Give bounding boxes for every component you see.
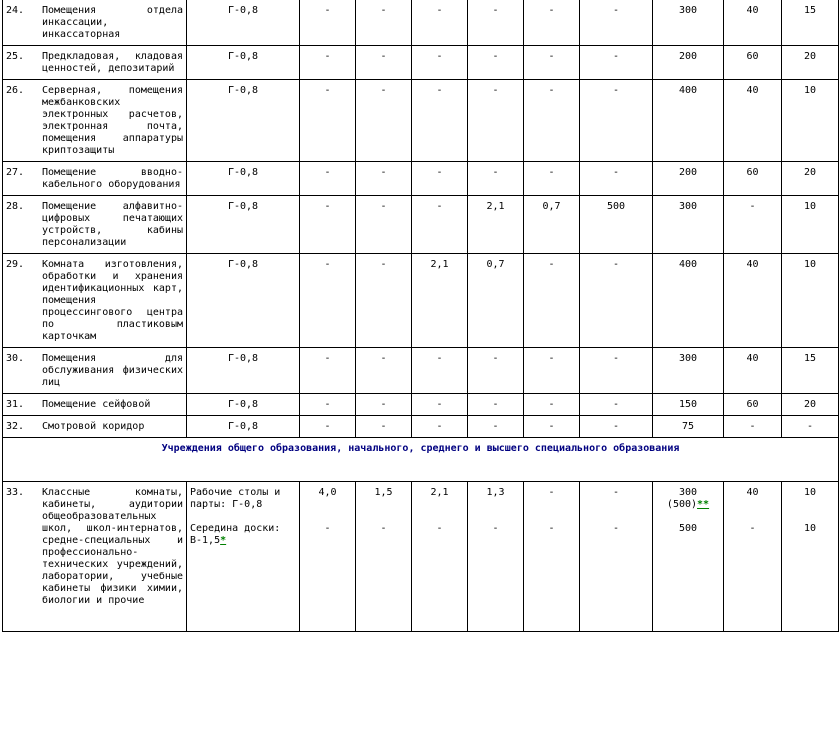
board-value: - [324,523,331,534]
value-cell: - [356,196,412,254]
value-cell: 60 [724,394,782,416]
value-cell: - [524,80,580,162]
value-cell: 300 [653,196,724,254]
value-cell: 2,1 [412,254,468,348]
work-surface-cell: Г-0,8 [187,416,300,438]
value-cell: 10 [782,80,839,162]
value-cell: - [412,416,468,438]
footnote-link[interactable]: ** [697,499,710,510]
value-cell: - [300,196,356,254]
value-cell: 10 [782,254,839,348]
board-value: - [380,523,387,534]
value-cell: - [580,0,653,46]
desk-value-note [656,499,720,511]
value-cell: - [412,196,468,254]
board-value: - [436,523,443,534]
room-name: Помещение алфавитно-цифровых печатающих устройств, кабины персонализации [42,201,183,248]
value-cell: 200 [653,46,724,80]
value-cell: - [580,162,653,196]
value-cell: - [300,46,356,80]
value-cell: - [356,162,412,196]
spacer [415,511,464,523]
footnote-link[interactable]: * [220,535,227,546]
room-name: Предкладовая, кладовая ценностей, депозитарий [42,51,183,74]
value-cell: 500 [580,196,653,254]
table-row [3,162,839,196]
value-cell: 2,1 [468,196,524,254]
value-cell: - [356,254,412,348]
value-cell: - [412,80,468,162]
value-cell: 300 [653,0,724,46]
desk-value: 1,3 [486,487,505,498]
table-row [3,46,839,80]
value-cell: - [300,416,356,438]
value-cell: 15 [782,0,839,46]
value-cell: - [412,46,468,80]
value-cell [300,482,356,632]
spacer [785,499,835,511]
value-cell: - [468,80,524,162]
room-name-cell [3,416,187,438]
desk-value: 4,0 [318,487,337,498]
section-title: Учреждения общего образования, начального, среднего и высшего специального образования [3,438,839,482]
value-cell: 10 [782,196,839,254]
spacer [359,499,408,511]
table-row [3,80,839,162]
work-surface-cell: Г-0,8 [187,394,300,416]
room-name: Помещение сейфовой [42,399,151,410]
value-cell: 40 [724,254,782,348]
row-number: 33. [6,487,25,498]
value-cell: - [300,254,356,348]
value-cell: - [300,394,356,416]
board-value: - [548,523,555,534]
table-row [3,482,839,632]
value-cell: - [524,46,580,80]
value-cell: - [524,0,580,46]
room-name: Помещение вводно-кабельного оборудования [42,167,183,190]
surface-board-text: Середина доски: В-1,5 [190,523,281,546]
row-number: 30. [6,353,25,364]
value-cell: - [580,80,653,162]
work-surface-cell: Г-0,8 [187,196,300,254]
board-value: - [749,523,756,534]
value-cell: 75 [653,416,724,438]
value-cell: 200 [653,162,724,196]
value-cell [580,482,653,632]
room-name: Комната изготовления, обработки и хранения идентификационных карт, помещения процессингового центра по пластиковым карточкам [42,259,183,342]
work-surface-cell [187,482,300,632]
value-cell: 40 [724,80,782,162]
value-cell: - [412,394,468,416]
room-name: Смотровой коридор [42,421,145,432]
value-cell: 60 [724,46,782,80]
value-cell: - [412,348,468,394]
room-name-cell [3,162,187,196]
value-cell: 400 [653,254,724,348]
value-cell: - [724,196,782,254]
value-cell: 40 [724,348,782,394]
spacer [190,511,296,523]
value-cell: - [580,394,653,416]
spacer [471,499,520,511]
spacer [359,511,408,523]
board-value: 10 [803,523,817,534]
value-cell: 60 [724,162,782,196]
room-name-cell [3,394,187,416]
value-cell [356,482,412,632]
spacer [656,511,720,523]
row-number: 26. [6,85,25,96]
spacer [583,499,649,511]
value-cell: - [580,46,653,80]
room-name: Помещения отдела инкассации, инкассаторная [42,5,183,40]
row-number: 28. [6,201,25,212]
spacer [415,499,464,511]
room-name-cell [3,46,187,80]
value-cell: 400 [653,80,724,162]
table-row [3,196,839,254]
room-name: Серверная, помещения межбанковских электронных расчетов, электронная почта, помещения аппаратуры криптозащиты [42,85,183,156]
desk-value: 40 [746,487,759,498]
room-name-cell [3,254,187,348]
row-number: 25. [6,51,25,62]
value-cell: - [468,348,524,394]
value-cell: - [412,0,468,46]
value-cell: - [300,80,356,162]
value-cell: - [580,416,653,438]
value-cell: 0,7 [524,196,580,254]
value-cell [524,482,580,632]
value-cell: - [782,416,839,438]
room-name-cell [3,0,187,46]
value-cell: - [300,348,356,394]
value-cell: - [468,162,524,196]
board-value: - [612,523,620,534]
spacer [527,499,576,511]
value-cell: - [524,348,580,394]
value-cell: - [356,0,412,46]
value-cell: - [468,394,524,416]
row-number: 32. [6,421,25,432]
value-cell [782,482,839,632]
value-cell [724,482,782,632]
surface-board [190,523,296,547]
value-cell: - [524,416,580,438]
row-number: 24. [6,5,25,16]
room-name: Помещения для обслуживания физических лиц [42,353,183,388]
work-surface-cell: Г-0,8 [187,254,300,348]
value-cell [468,482,524,632]
note-value: (500) [666,499,698,510]
value-cell: - [356,80,412,162]
desk-value: - [612,487,620,498]
work-surface-cell: Г-0,8 [187,0,300,46]
value-cell: - [580,348,653,394]
table-row [3,394,839,416]
value-cell: 300 [653,348,724,394]
board-value: 500 [678,523,698,534]
row-number: 27. [6,167,25,178]
board-value: - [492,523,499,534]
spacer [303,511,352,523]
value-cell: - [356,394,412,416]
spacer [471,511,520,523]
spacer [727,499,778,511]
desk-value: 2,1 [430,487,449,498]
value-cell: 150 [653,394,724,416]
norms-table-wrapper [2,0,838,632]
value-cell: 20 [782,394,839,416]
value-cell: 0,7 [468,254,524,348]
surface-desks: Рабочие столы и парты: Г-0,8 [190,487,281,510]
row-number: 31. [6,399,25,410]
value-cell: - [468,416,524,438]
value-cell [653,482,724,632]
spacer [303,499,352,511]
spacer [583,511,649,523]
value-cell: - [412,162,468,196]
value-cell: - [300,0,356,46]
spacer [527,511,576,523]
section-row [3,438,839,482]
value-cell: - [524,162,580,196]
room-name: Классные комнаты, кабинеты, аудитории общеобразовательных школ, школ-интернатов, средне-специальных и профессионально-технических учреждений, лаборатории, учебные кабинеты физики химии, биологии и прочие [42,487,183,606]
value-cell: - [524,394,580,416]
value-cell: 15 [782,348,839,394]
table-row [3,0,839,46]
value-cell: - [468,0,524,46]
illumination-norms-table [2,0,839,632]
row-number: 29. [6,259,25,270]
value-cell: 20 [782,46,839,80]
room-name-cell [3,348,187,394]
desk-value: 10 [803,487,817,498]
desk-value: 1,5 [374,487,393,498]
value-cell [412,482,468,632]
table-row [3,254,839,348]
value-cell: - [524,254,580,348]
work-surface-cell: Г-0,8 [187,80,300,162]
work-surface-cell: Г-0,8 [187,46,300,80]
value-cell: - [356,348,412,394]
value-cell: 40 [724,0,782,46]
desk-value: 300 [678,487,698,498]
value-cell: - [468,46,524,80]
value-cell: - [580,254,653,348]
value-cell: - [356,416,412,438]
spacer [727,511,778,523]
work-surface-cell: Г-0,8 [187,162,300,196]
spacer [785,511,835,523]
room-name-cell [3,80,187,162]
work-surface-cell: Г-0,8 [187,348,300,394]
value-cell: - [724,416,782,438]
desk-value: - [548,487,555,498]
value-cell: - [300,162,356,196]
value-cell: - [356,46,412,80]
value-cell: 20 [782,162,839,196]
room-name-cell [3,482,187,632]
table-row [3,348,839,394]
table-row [3,416,839,438]
room-name-cell [3,196,187,254]
